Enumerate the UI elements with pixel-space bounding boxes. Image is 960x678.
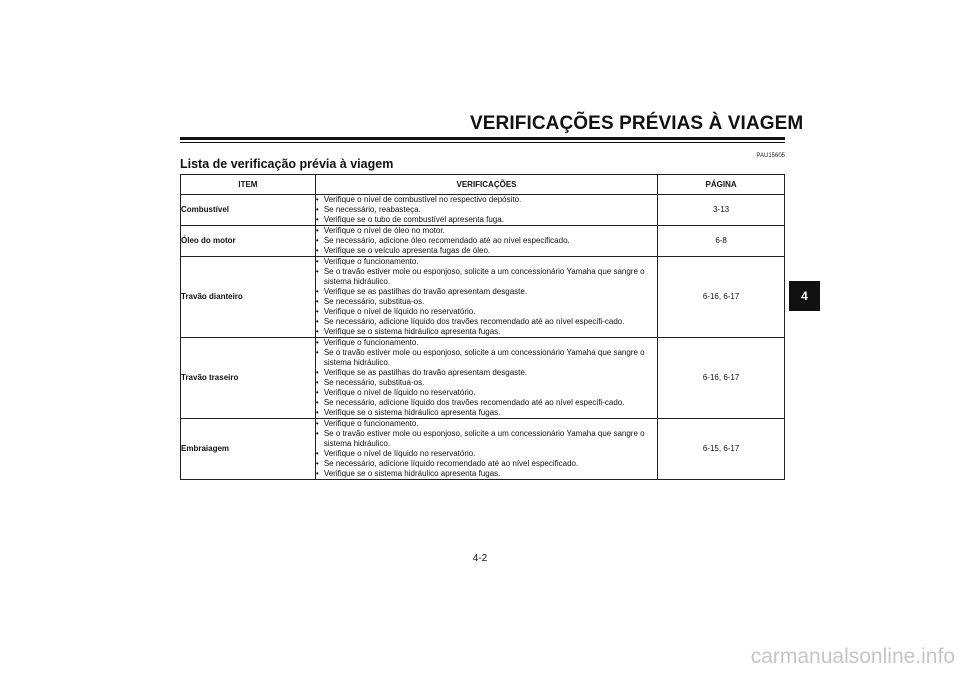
row-page: 3-13 [658,195,785,226]
row-checks [315,338,657,419]
page-title: VERIFICAÇÕES PRÉVIAS À VIAGEM [470,113,804,134]
page-number: 4-2 [472,553,488,564]
row-checks [315,195,657,226]
row-page: 6-16, 6-17 [658,338,785,419]
check-item: • Se o travão estiver mole ou esponjoso, solicite a um concessionário Yamaha que sangre o sistema hidráulico. [316,429,657,449]
watermark: carmanualsonline.info [750,645,955,668]
check-item: • Verifique se as pastilhas do travão apresentam desgaste. [316,368,657,378]
row-item-front-brake: Travão dianteiro [181,257,316,338]
table-row [181,419,785,480]
table-row [181,195,785,226]
column-header-page: PÁGINA [658,175,785,195]
check-item: • Se necessário, adicione líquido dos travões recomendado até ao nível especifi-cado. [316,317,657,327]
table-row [181,257,785,338]
check-item: • Verifique se o sistema hidráulico apresenta fugas. [316,469,657,479]
check-item: • Se necessário, reabasteça. [316,205,657,215]
check-item: • Verifique o nível de combustível no respectivo depósito. [316,195,657,205]
document-code: PAU15605 [756,153,785,159]
column-header-checks: VERIFICAÇÕES [315,175,657,195]
row-checks [315,257,657,338]
check-item: • Se necessário, adicione óleo recomendado até ao nível especificado. [316,236,657,246]
table-row [181,226,785,257]
checklist-table [180,174,785,480]
check-item: • Verifique se o veículo apresenta fugas de óleo. [316,246,657,256]
row-checks [315,226,657,257]
row-item-clutch: Embraiagem [181,419,316,480]
check-item: • Verifique o funcionamento. [316,257,657,267]
check-item: • Se necessário, substitua-os. [316,378,657,388]
check-item: • Verifique se as pastilhas do travão apresentam desgaste. [316,287,657,297]
row-item-engine-oil: Óleo do motor [181,226,316,257]
table-row [181,338,785,419]
row-page: 6-8 [658,226,785,257]
header-rule-thin [180,142,785,143]
row-page: 6-16, 6-17 [658,257,785,338]
header-rule-thick [180,137,785,140]
row-page: 6-15, 6-17 [658,419,785,480]
check-item: • Se necessário, substitua-os. [316,297,657,307]
check-item: • Se o travão estiver mole ou esponjoso, solicite a um concessionário Yamaha que sangre o sistema hidráulico. [316,348,657,368]
check-item: • Verifique o nível de líquido no reservatório. [316,307,657,317]
column-header-item: ITEM [181,175,316,195]
table-header-row [181,175,785,195]
row-checks [315,419,657,480]
check-item: • Verifique o funcionamento. [316,419,657,429]
check-item: • Verifique o nível de óleo no motor. [316,226,657,236]
check-item: • Verifique se o sistema hidráulico apresenta fugas. [316,408,657,418]
section-title: Lista de verificação prévia à viagem [180,157,394,171]
row-item-rear-brake: Travão traseiro [181,338,316,419]
check-item: • Se o travão estiver mole ou esponjoso, solicite a um concessionário Yamaha que sangre o sistema hidráulico. [316,267,657,287]
check-item: • Verifique o funcionamento. [316,338,657,348]
row-item-fuel: Combustível [181,195,316,226]
check-item: • Verifique o nível de líquido no reservatório. [316,388,657,398]
check-item: • Se necessário, adicione líquido dos travões recomendado até ao nível especifi-cado. [316,398,657,408]
check-item: • Verifique se o tubo de combustível apresenta fuga. [316,215,657,225]
check-item: • Verifique o nível de líquido no reservatório. [316,449,657,459]
check-item: • Verifique se o sistema hidráulico apresenta fugas. [316,327,657,337]
check-item: • Se necessário, adicione líquido recomendado até ao nível especificado. [316,459,657,469]
chapter-tab: 4 [789,281,820,311]
